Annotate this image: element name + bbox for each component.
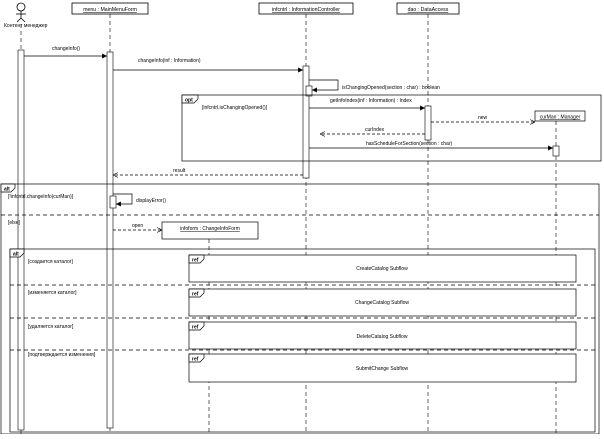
msg-open-label: open — [132, 223, 144, 229]
fragment-alt-inner-guard-4: [подтверждается изменения] — [28, 352, 96, 358]
fragment-alt-inner-guard-3: [удаляется каталог] — [28, 324, 74, 330]
ref-change-keyword: ref — [192, 291, 199, 298]
lifeline-infcntrl-label: infcntrl : InformationController — [271, 7, 341, 13]
curman-activation — [553, 146, 559, 156]
lifeline-dao-label: dao : DataAccess — [407, 7, 449, 13]
fragment-alt-outer-keyword: alt — [4, 186, 10, 193]
msg-is-changing-opened — [309, 80, 338, 90]
ref-create-keyword: ref — [192, 257, 199, 264]
lifeline-dao — [397, 3, 459, 14]
menu-self-activation — [110, 196, 116, 208]
msg-cur-index-label: curIndex — [365, 127, 385, 133]
dao-activation — [425, 106, 431, 140]
ref-submit-label: SubmitChange Subflow — [355, 366, 409, 372]
fragment-alt-inner-keyword: alt — [13, 251, 19, 258]
msg-display-error-label: displayError() — [136, 198, 167, 204]
infcntrl-self-activation — [306, 86, 312, 96]
actor-activation — [18, 50, 24, 430]
lifeline-infoform — [162, 222, 258, 239]
ref-create-label: CreateCatalog Subflow — [356, 266, 408, 272]
msg-change-info-label: changeInfo() — [52, 46, 81, 52]
fragment-alt-outer-guard2: [else] — [8, 220, 20, 226]
lifeline-menu — [72, 3, 148, 14]
fragment-opt-guard: [infcntrl.isChangingOpened()] — [202, 105, 268, 111]
ref-change-label: ChangeCatalog Subflow — [355, 300, 409, 306]
msg-has-schedule-label: hasScheduleForSection(section : char) — [366, 141, 453, 147]
fragment-alt-outer-guard1: [!infcntrl.changeInfo(curMan)] — [8, 194, 74, 200]
menu-activation — [107, 52, 113, 428]
msg-new-label: new — [478, 115, 488, 121]
lifeline-curman — [535, 111, 585, 121]
msg-get-info-index-label: getInfoIndex(inf : Information) : Index — [330, 98, 412, 104]
ref-change-catalog — [189, 289, 576, 316]
ref-create-catalog — [189, 255, 576, 282]
lifeline-curman-label: curMan : Manager — [539, 114, 581, 121]
ref-submit-change — [189, 354, 576, 382]
lifeline-infcntrl — [259, 3, 353, 14]
actor-content-manager — [4, 3, 48, 29]
ref-delete-keyword: ref — [192, 324, 199, 331]
actor-label: Контент менеджер — [4, 23, 48, 29]
msg-result-label: result — [173, 168, 186, 174]
fragment-alt-inner-guard-1: [создается каталог] — [28, 259, 73, 265]
lifeline-infoform-label: infoform : ChangeInfoForm — [180, 226, 240, 232]
fragment-opt — [182, 95, 601, 161]
msg-is-changing-opened-label: isChangingOpened(section : char) : boolean — [342, 85, 440, 91]
lifeline-menu-label: menu : MainMenuForm — [83, 7, 137, 13]
ref-submit-keyword: ref — [192, 356, 199, 363]
msg-change-info-inf-label: changeInfo(inf : Information) — [138, 58, 201, 64]
ref-delete-label: DeleteCatalog Subflow — [356, 334, 408, 340]
ref-delete-catalog — [189, 322, 576, 349]
fragment-opt-keyword: opt — [185, 97, 193, 104]
fragment-alt-inner-guard-2: [изменяется каталог] — [28, 290, 77, 296]
